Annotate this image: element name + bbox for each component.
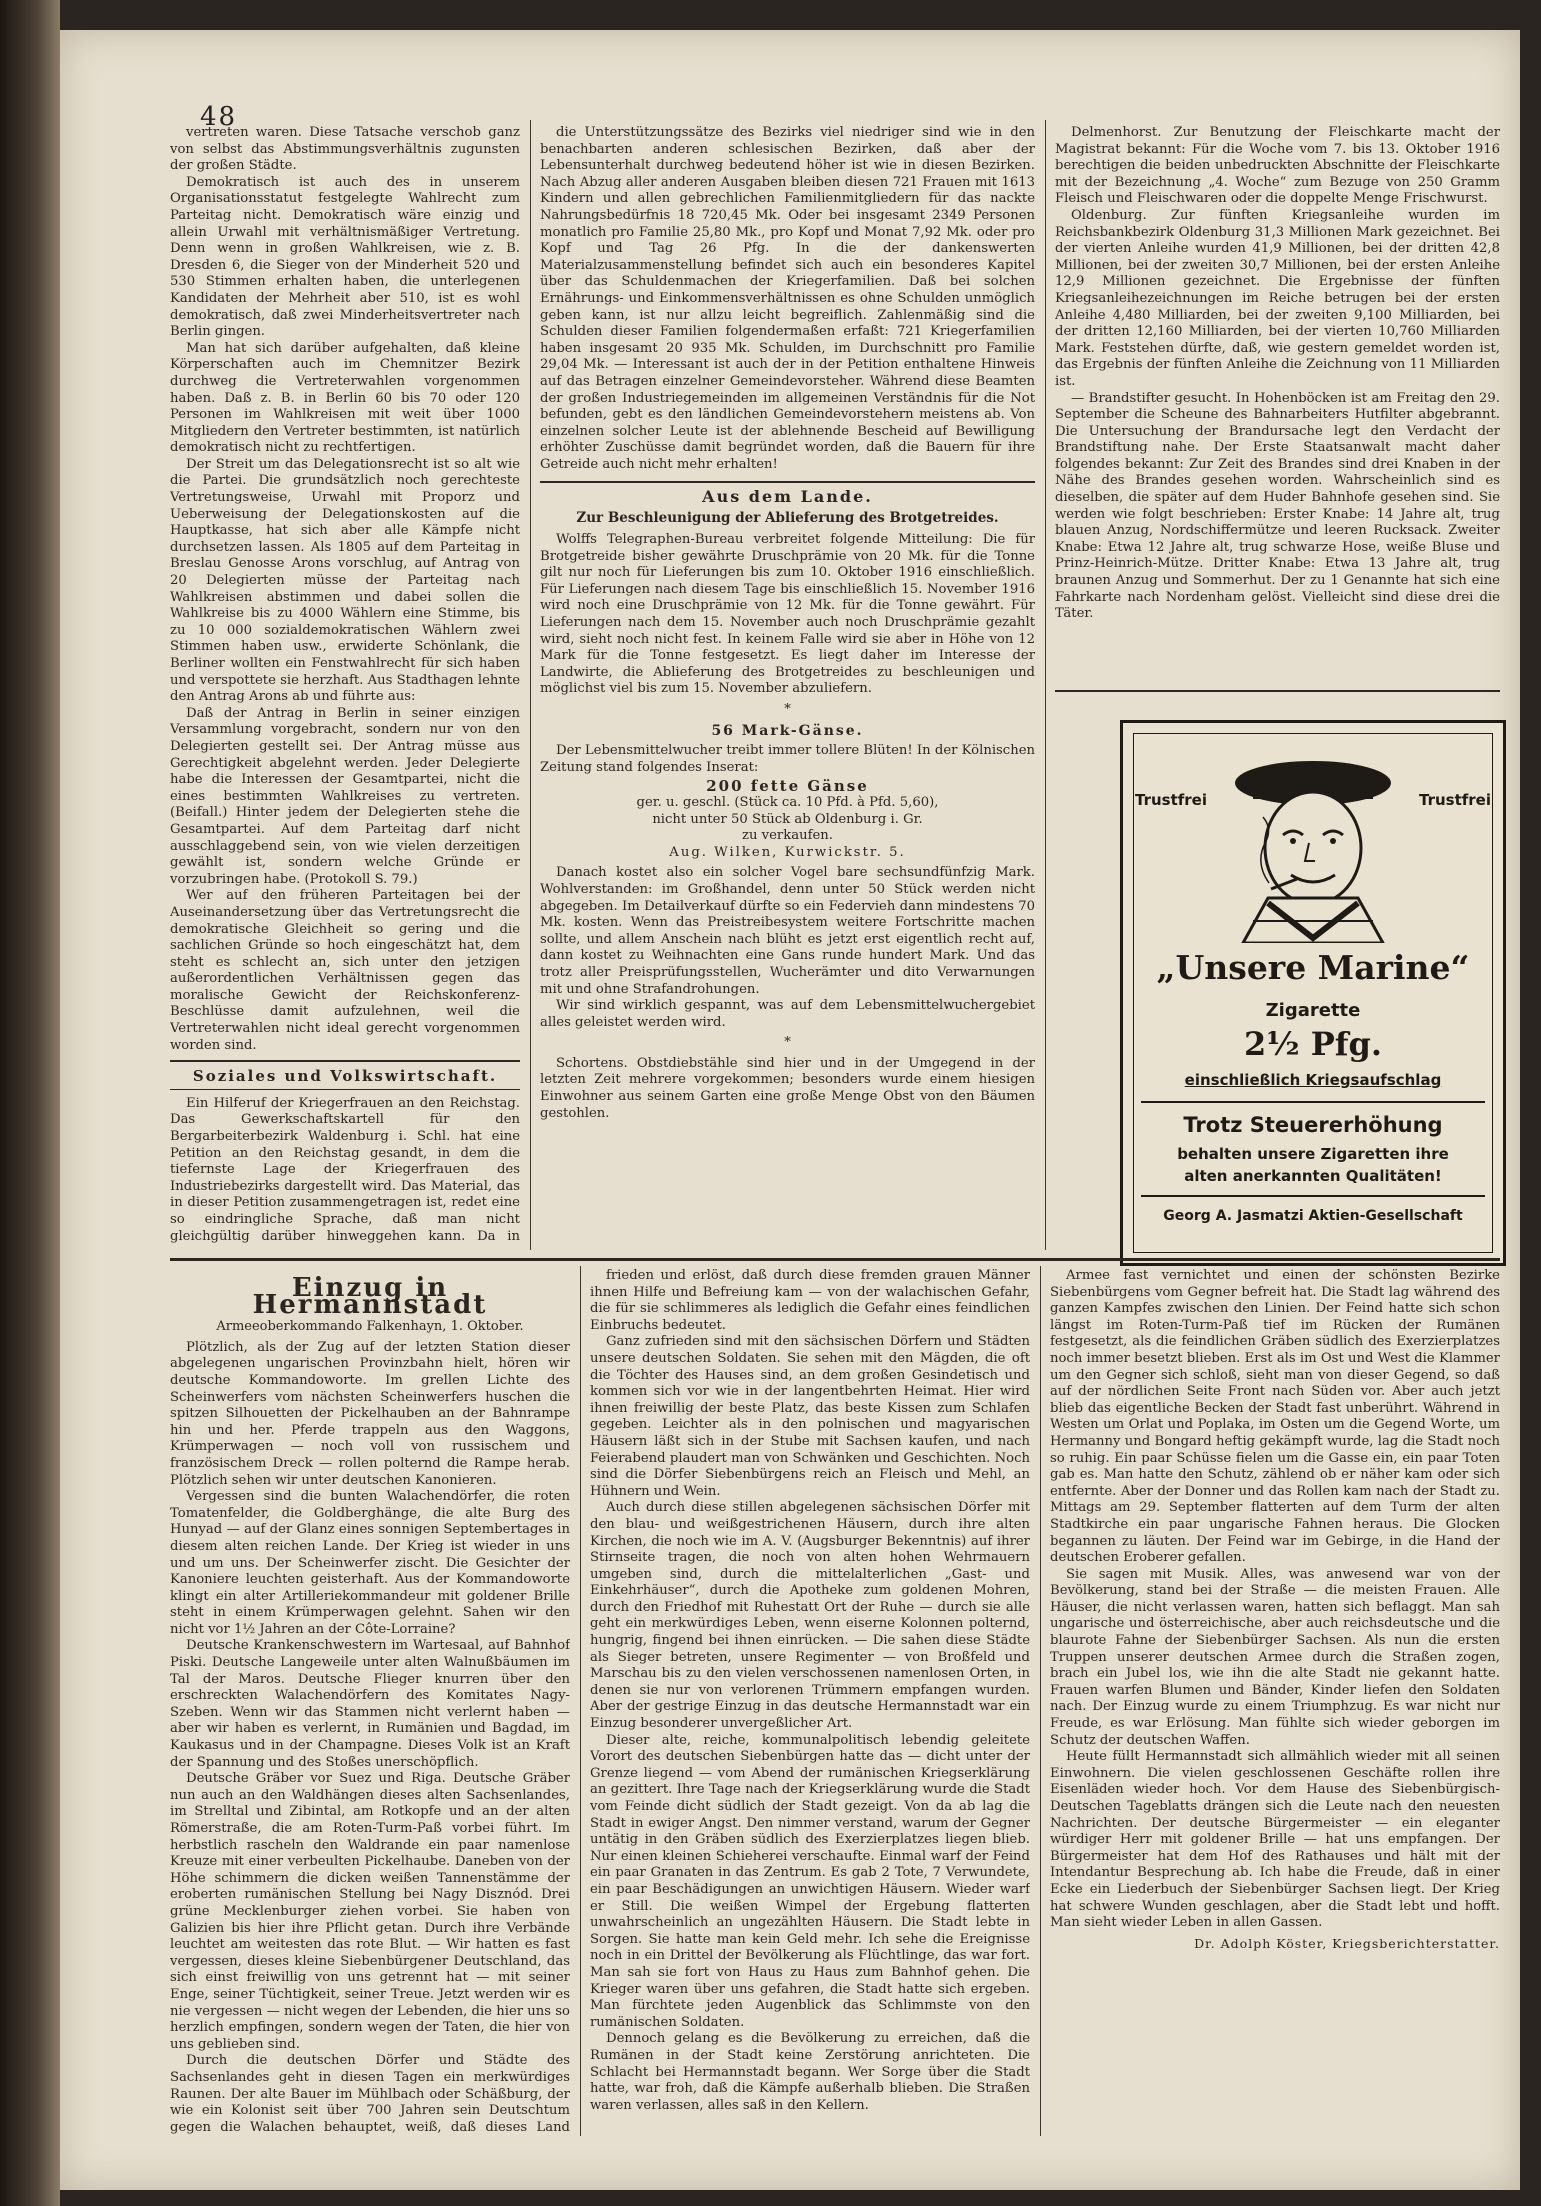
paragraph: Ein Hilferuf der Kriegerfrauen an den Reichstag. Das Gewerkschaftskartell für den Bergarbeiterbezirk Waldenburg i. Schl. hat eine Petition an den Reichstag gesandt, in dem die tiefernste Lage der Kriegerfrauen des Industriebezirks dargestellt wird. Das Material, das in dieser Petition zusammengetragen ist, redet eine so eindringliche Sprache, daß man nicht gleichgültig darüber hinweggehen kann. Da in xyxy=(170,1095,520,1244)
paragraph: vertreten waren. Diese Tatsache verschob ganz von selbst das Abstimmungsverhältnis zugunsten der großen Städte. xyxy=(170,125,520,174)
ad-trustfrei-right: Trustfrei xyxy=(1419,791,1491,809)
page-number: 48 xyxy=(200,102,238,132)
paragraph: Armee fast vernichtet und einen der schönsten Bezirke Siebenbürgens vom Gegner befreit hat. Die Stadt lag während des ganzen Kampfes zwischen den Linien. Der Feind hatte sich schon längst im Roten-Turm-Paß tief im Rücken der Rumänen festgesetzt, als die feindlichen Gräben südlich des Exerzierplatzes noch immer besetzt blieben. Erst als im Ost und West die Klammer um den Gegner sich schloß, sieht man von dieser Gegend, so daß auf der nördlichen Seite Front nach Süden vor. Aber auch jetzt blieb das eigentliche Becken der Stadt fast unberührt. Während in Westen um Orlat und Poplaka, im Osten um die Gegend Worte, um Hermanny und Bongard heftig gekämpft wurde, lag die Stadt noch so ruhig. Ein paar Schüsse fielen um die Gasse ein, ein paar Toten gab es. Man hatte den Schutz, zählend ob er näher kam oder sich entfernte. Aber der Donner und das Rollen kam nach der Stadt zu. Mittags am 29. September flatterten auf dem Turm der alten Stadtkirche ein paar ungarische Fahnen heraus. Die Glocken begannen zu läuten. Der Feind war im Gebirge, in die Hand der deutschen Eroberer gefallen. xyxy=(1050,1268,1500,1566)
column-1 xyxy=(170,125,520,1245)
column-2-text-5 xyxy=(540,1056,1035,1122)
paragraph: Wolffs Telegraphen-Bureau verbreitet folgende Mitteilung: Die für Brotgetreide bisher gewährte Druschprämie von 20 Mk. für die Tonne gilt nur noch für Lieferungen bis zum 10. Oktober 1916 einschließlich. Für Lieferungen nach diesem Tage bis einschließlich 15. November 1916 wird noch eine Druschprämie von 12 Mk. für die Tonne gewährt. Für Lieferungen nach dem 15. November auch noch Druschprämie gezahlt wird, sieht noch nicht fest. In keinem Falle wird sie aber in Höhe von 12 Mark für die Tonne festgesetzt. Es liegt daher im Interesse der Landwirte, die Ablieferung des Brotgetreides zu beschleunigen und möglichst viel bis zum 15. November abzuliefern. xyxy=(540,532,1035,697)
lower-column-2-text xyxy=(590,1268,1030,2114)
ad-firm: Georg A. Jasmatzi Aktien-Gesellschaft xyxy=(1163,1208,1463,1224)
ad-body-line-2: alten anerkannten Qualitäten! xyxy=(1184,1167,1442,1185)
column-3 xyxy=(1055,125,1500,685)
paragraph: die Unterstützungssätze des Bezirks viel niedriger sind wie in den benachbarten anderen schlesischen Bezirken, daß aber der Lebensunterhalt durchweg bedeutend höher ist wie in diesen Bezirken. Nach Abzug aller anderen Ausgaben bleiben diesen 721 Frauen mit 1613 Kindern und allen gebrechlichen Familienmitgliedern für das nackte Nahrungsbedürfnis 18 720,45 Mk. Oder bei insgesamt 2349 Personen monatlich pro Familie 25,80 Mk., pro Kopf und Monat 7,92 Mk. oder pro Kopf und Tag 26 Pfg. In die der dankenswerten Materialzusammenstellung befindet sich auch ein besonderes Kapitel über das Schuldenmachen der Kriegerfamilien. Daß bei solchen Ernährungs- und Einkommensverhältnissen es ohne Schulden unmöglich geben kann, ist nur allzu leicht begreiflich. Zahlenmäßig sind die Schulden dieser Familien folgendermaßen erfaßt: 721 Kriegerfamilien haben insgesamt 20 935 Mk. Schulden, im Durchschnitt pro Familie 29,04 Mk. — Interessant ist auch der in der Petition enthaltene Hinweis auf das Betragen einzelner Gemeindevorsteher. Während diese Beamten der großen Industriegemeinden im allgemeinen Verständnis für die Not befunden, gebt es den ländlichen Gemeindevorstehern meistens ab. Von einzelnen solcher Leute ist der ablehnende Bescheid auf Bewilligung erhöhter Zuschüsse damit begründet worden, daß die Bauern für ihre Getreide auch nicht mehr erhalten! xyxy=(540,125,1035,472)
column-2-text-2 xyxy=(540,532,1035,698)
ad-divider xyxy=(1141,1101,1485,1103)
cigarette-advertisement xyxy=(1120,720,1506,1266)
ad-body-line-1: behalten unsere Zigaretten ihre xyxy=(1177,1145,1449,1163)
article-title-hermannstadt: Einzug in Hermannstadt xyxy=(252,1273,488,1320)
lower-column-1-text xyxy=(170,1340,570,2136)
article-subheading: Zur Beschleunigung der Ablieferung des Brotgetreides. xyxy=(576,510,999,527)
column-rule xyxy=(1040,1266,1041,2136)
section-rule xyxy=(540,481,1035,483)
lower-column-3 xyxy=(1050,1268,1500,2136)
binding-gutter xyxy=(0,0,60,2206)
paragraph: Auch durch diese stillen abgelegenen sächsischen Dörfer mit den blau- und weißgestrichenen Häusern, durch ihre alten Kirchen, die noch wie im A. V. (Augsburger Bekenntnis) auf ihrer Stirnseite tragen, die noch von alten hohen Wehrmauern umgeben sind, durch die mittelalterlichen „Gast- und Einkehrhäuser“, durch die Apotheke zum goldenen Mohren, durch den Friedhof mit Ruhestatt Ort der Ruhe — durch sie alle geht ein merkwürdiges Leben, wenn eiserne Kolonnen polternd, hungrig, fingend bei ihnen einrücken. — Die sahen diese Städte als Sieger betreten, unsere Regimenter — von Broßfeld und Marschau bis zu den vielen verschossenen namenlosen Orten, in denen sie nur von verlorenen Trümmern empfangen wurden. Aber der gestrige Einzug in das deutsche Hermannstadt war ein Einzug besonderer unvergeßlicher Art. xyxy=(590,1500,1030,1732)
lower-column-3-text xyxy=(1050,1268,1500,1932)
ad-tax-note: einschließlich Kriegsaufschlag xyxy=(1184,1071,1442,1089)
paragraph: Man hat sich darüber aufgehalten, daß kleine Körperschaften auch im Chemnitzer Bezirk durchweg die Vertreterwahlen vorgenommen haben. Daß z. B. in Berlin 60 bis 70 oder 120 Personen im Wahlkreisen mit weit über 1000 Mitgliedern den Vertreter bestimmten, ist natürlich demokratisch nicht zu rechtfertigen. xyxy=(170,340,520,456)
inserat-line: 200 fette Gänse xyxy=(706,777,869,796)
paragraph: frieden und erlöst, daß durch diese fremden grauen Männer ihnen Hilfe und Befreiung kam — von der walachischen Gefahr, die für sie schlimmeres als lediglich die Gefahr eines feindlichen Einbruchs bedeutet. xyxy=(590,1268,1030,1333)
paragraph: — Brandstifter gesucht. In Hohenböcken ist am Freitag den 29. September die Scheune des Bahnarbeiters Hutfilter abgebrannt. Die Untersuchung der Brandursache legt den Verdacht der Brandstiftung nahe. Der Erste Staatsanwalt macht daher folgendes bekannt: Zur Zeit des Brandes sind drei Knaben in der Nähe des Brandes gesehen worden. Wahrscheinlich sind es dieselben, die später auf dem Huder Bahnhofe gesehen sind. Sie werden wie folgt beschrieben: Erster Knabe: 14 Jahre alt, trug blauen Anzug, Nordschiffermütze und leeren Rucksack. Zweiter Knabe: Etwa 12 Jahre alt, trug schwarze Hose, weiße Bluse und Prinz-Heinrich-Mütze. Dritter Knabe: Etwa 13 Jahre alt, trug braunen Anzug und Sommerhut. Der zu 1 Genannte hat sich eine Fahrkarte nach Nordenham gelöst. Vielleicht sind diese drei die Täter. xyxy=(1055,390,1500,622)
ad-divider xyxy=(1141,1195,1485,1197)
column-rule xyxy=(1045,120,1046,1250)
paragraph: Danach kostet also ein solcher Vogel bare sechsundfünfzig Mark. Wohlverstanden: im Großhandel, denn unter 50 Stück werden nicht abgegeben. Im Detailverkauf dürfte so ein Federvieh dann mindestens 70 Mk. kosten. Wenn das Preistreibesystem weitere Fortschritte machen sollte, und allem Anschein nach blüht es jetzt erst eigentlich recht auf, dann kostet zu Weihnachten eine Gans runde hundert Mark. Und das trotz aller Preisprüfungsstellen, Wucherämter und dito Verwarnungen mit und ohne Strafandrohungen. xyxy=(540,865,1035,997)
ad-brand: „Unsere Marine“ xyxy=(1156,948,1470,987)
section-heading-soziales: Soziales und Volkswirtschaft. xyxy=(192,1067,498,1086)
paragraph: Plötzlich, als der Zug auf der letzten Station dieser abgelegenen ungarischen Provinzbahn hielt, hören wir deutsche Kommandoworte. Im grellen Lichte des Scheinwerfers vom nächsten Scheinwerfers huschen die spitzen Silhouetten der Pickelhauben an der Bahnrampe hin und her. Pferde trappeln aus den Waggons, Krümperwagen — noch voll von russischem und französischem Dreck — rollen polternd die Rampe herab. Plötzlich sehen wir unter deutschen Kanonieren. xyxy=(170,1339,570,1488)
section-rule xyxy=(170,1060,520,1062)
column-2-text-3 xyxy=(540,743,1035,776)
ad-price: 2½ Pfg. xyxy=(1243,1025,1383,1063)
ad-trustfrei-left: Trustfrei xyxy=(1135,791,1207,809)
lower-column-2 xyxy=(590,1268,1030,2136)
paragraph: Wer auf den früheren Parteitagen bei der Auseinandersetzung über das Vertretungsrecht die demokratische Gleichheit so gering und die sachlichen Gründe so hoch eingeschätzt hat, dem steht es schlecht an, sich unter den jetzigen außerordentlichen Verhältnissen gegen das moralische Gewicht der Reichskonferenz-Beschlüsse damit aufzulehnen, weil die Vertreterwahlen nicht ideal gerecht vorgenommen worden sind. xyxy=(170,888,520,1053)
column-1-text-2 xyxy=(170,1096,520,1245)
newspaper-page xyxy=(60,30,1520,2190)
column-2 xyxy=(540,125,1035,1245)
column-2-text xyxy=(540,125,1035,473)
paragraph: Durch die deutschen Dörfer und Städte des Sachsenlandes geht in diesen Tagen ein merkwürdiges Raunen. Der alte Bauer im Mühlbach oder Schäßburg, der wie ein Kolonist seit über 700 Jahren sein Deutschtum gegen die Walachen behauptet, weiß, daß dieses Land xyxy=(170,2053,570,2135)
article-heading-gaense: 56 Mark-Gänse. xyxy=(711,722,864,739)
paragraph: Daß der Antrag in Berlin in seiner einzigen Versammlung vorgebracht, sondern nur von den Delegierten gestellt sei. Der Antrag müsse aus Gerechtigkeit abgelehnt werden. Jeder Delegierte habe die Interessen der Gesamtpartei, nicht die eines bestimmten Wahlkreises zu vertreten. (Beifall.) Hinter jedem der Delegierten stehe die Gesamtpartei. Auf dem Parteitag darf nicht ausschlaggebend sein, von wie vielen derzeitigen gewählt ist, sondern welche Gründe er vorzubringen habe. (Protokoll S. 79.) xyxy=(170,705,520,887)
column-rule xyxy=(580,1266,581,2136)
article-signature: Dr. Adolph Köster, Kriegsberichterstatter. xyxy=(1194,1935,1500,1951)
paragraph: Der Lebensmittelwucher treibt immer tollere Blüten! In der Kölnischen Zeitung stand folgendes Inserat: xyxy=(540,743,1035,775)
column-1-text xyxy=(170,125,520,1054)
ad-product: Zigarette xyxy=(1265,1000,1361,1021)
ad-headline: Trotz Steuererhöhung xyxy=(1183,1113,1443,1137)
ad-body xyxy=(1123,1143,1503,1187)
section-rule xyxy=(170,1089,520,1090)
paragraph: Ganz zufrieden sind mit den sächsischen Dörfern und Städten unsere deutschen Soldaten. Sie sehen mit den Mägden, die oft die Töchter des Hauses sind, an dem großen Gesindetisch und kommen sich vor wie in der langentbehrten Heimat. Hier wird ihnen freiwillig der beste Platz, das beste Kissen zum Schlafen gegeben. Leichter als in den polnischen und magyarischen Häusern läßt sich in der Stube mit Sachsen kaufen, und nach Feierabend plaudert man von Schwänken und Geschichten. Noch sind die Dörfer Siebenbürgens reich an Fleisch und Mehl, an Hühnern und Wein. xyxy=(590,1334,1030,1499)
paragraph: Wir sind wirklich gespannt, was auf dem Lebensmittelwuchergebiet alles geleistet werden wird. xyxy=(540,998,1035,1030)
paragraph: Heute füllt Hermannstadt sich allmählich wieder mit all seinen Einwohnern. Die vielen geschlossenen Geschäfte rollen ihre Eisenläden wieder hoch. Vor dem Hause des Siebenbürgisch-Deutschen Tageblatts drängen sich die Leute nach den neuesten Nachrichten. Der deutsche Bürgermeister — ein eleganter würdiger Herr mit goldener Brille — hat uns empfangen. Der Bürgermeister hat dem Hof des Rathauses und hält mit der Intendantur Besprechung ab. Ich habe die Freude, daß in einer Ecke ein Liederbuch der Siebenbürger Sachsen liegt. Der Krieg hat schwere Wunden geschlagen, aber die Stadt lebt und hofft. Man sieht wieder Leben in allen Gassen. xyxy=(1050,1749,1500,1931)
paragraph: Deutsche Gräber vor Suez und Riga. Deutsche Gräber nun auch an den Waldhängen dieses alten Sachsenlandes, im Strelltal und Zibintal, am Rotkopfe und an der alten Römerstraße, die am Roten-Turm-Paß vorbei führt. Im herbstlich rascheln den Waldrande ein paar namenlose Kreuze mit einer verbeulten Pickelhaube. Daneben von der Höhe schimmern die dicken weißen Tannenstämme der eroberten rumänischen Stellung bei Nagy Disznód. Drei grüne Mecklenburger ziehen vorbei. Sie haben von Galizien bis hier ihre Pflicht getan. Durch ihre Verbände leuchtet am weitesten das rote Blut. — Wir hatten es fast vergessen, dieses kleine Siebenbürgener Deutschland, das sich einst freiwillig von uns getrennt hat — mit seiner Enge, seiner Tüchtigkeit, seiner Treue. Jetzt werden wir es nie vergessen — nicht wegen der Lebenden, die hier uns so herzlich empfingen, sondern wegen der Taten, die hier von uns geblieben sind. xyxy=(170,1771,570,2052)
section-heading-aus-dem-lande: Aus dem Lande. xyxy=(702,487,873,507)
column-3-text xyxy=(1055,125,1500,623)
newspaper-inserat xyxy=(540,778,1035,861)
paragraph: Deutsche Krankenschwestern im Wartesaal, auf Bahnhof Piski. Deutsche Langeweile unter alten Walnußbäumen im Tal der Maros. Deutsche Flieger knurren über den erschreckten Walachendörfern des Komitates Nagy-Szeben. Wenn wir das Stammen nicht verlernt haben — aber wir haben es verlernt, in Rumänien und Bagdad, im Kaukasus und in der Champagne. Dieses Volk ist an Kraft der Spannung und des Stoßes unerschöpflich. xyxy=(170,1638,570,1770)
separator-star: * xyxy=(784,702,791,717)
inserat-line: zu verkaufen. xyxy=(742,828,833,844)
column-2-text-4 xyxy=(540,865,1035,1031)
separator-star: * xyxy=(784,1035,791,1051)
section-rule xyxy=(1055,690,1500,692)
paragraph: Vergessen sind die bunten Walachendörfer, die roten Tomatenfelder, die Goldberghänge, die alte Burg des Hunyad — auf der Glanz eines sonnigen Septembertages in diesem alten reichen Lande. Der Krieg ist wieder in uns und um uns. Der Scheinwerfer zischt. Die Gesichter der Kanoniere leuchten geisterhaft. Aus der Kommandoworte klingt ein alter Artilleriekommandeur mit goldener Brille steht in einem Krümperwagen gelehnt. Sahen wir den nicht vor 1½ Jahren an der Côte-Lorraine? xyxy=(170,1489,570,1637)
page-divider xyxy=(170,1258,1500,1261)
inserat-line: ger. u. geschl. (Stück ca. 10 Pfd. à Pfd. 5,60), xyxy=(636,794,939,810)
inserat-line: nicht unter 50 Stück ab Oldenburg i. Gr. xyxy=(652,811,923,827)
paragraph: Dieser alte, reiche, kommunalpolitisch lebendig geleitete Vorort des deutschen Siebenbürgen hatte das — dicht unter der Grenze liegend — vom Abend der rumänischen Kriegserklärung an gezittert. Ihre Tage nach der Kriegserklärung wurde die Stadt vom Feinde dicht südlich der Stadt gezeigt. Von da ab lag die Stadt in ewiger Angst. Den nimmer verstand, warum der Gegner untätig in den Gräben südlich des Exerzierplatzes liegen blieb. Nur einen kleinen Schieherei verschaufte. Einmal warf der Feind ein paar Granaten in das Zentrum. Es gab 2 Tote, 7 Verwundete, ein paar Beschädigungen an unwichtigen Häusern. Wieder warf er Still. Die weißen Wimpel der Ergebung flatterten unwahrscheinlich an ungezählten Häusern. Die Stadt lebte in Sorgen. Sie hatte man kein Geld mehr. Ich sehe die Ereignisse noch in ein Drittel der Bevölkerung als Flüchtlinge, das war fort. Man sah sie fort von Haus zu Haus zum Bahnhof gehen. Die Krieger waren über uns gefahren, die Stadt hatte sich ergeben. Man fürchtete jeden Augenblick das Schlimmste von den rumänischen Soldaten. xyxy=(590,1732,1030,2030)
paragraph: Oldenburg. Zur fünften Kriegsanleihe wurden im Reichsbankbezirk Oldenburg 31,3 Millionen Mark gezeichnet. Bei der vierten Anleihe wurden 41,9 Millionen, bei der dritten 42,8 Millionen, bei der zweiten 30,7 Millionen, bei der ersten Anleihe 12,9 Millionen gezeichnet. Die Ergebnisse der fünften Kriegsanleihezeichnungen im Reiche betrugen bei der ersten Anleihe 4,480 Milliarden, bei der zweiten 9,100 Milliarden, bei der dritten 12,160 Milliarden, bei der vierten 10,760 Milliarden Mark. Feststehen dürfte, daß, wie gestern gemeldet worden ist, das Ergebnis der fünften Anleihe die Zeichnung von 11 Milliarden ist. xyxy=(1055,207,1500,389)
article-dateline: Armeeoberkommando Falkenhayn, 1. Oktober. xyxy=(216,1319,524,1335)
paragraph: Sie sagen mit Musik. Alles, was anwesend war von der Bevölkerung, stand bei der Straße — die meisten Frauen. Alle Häuser, die nicht verlassen waren, hatten sich beflaggt. Man sah ungarische und österreichische, aber auch reichsdeutsche und die blaurote Fahne der Siebenbürger Sachsen. Als nun die ersten Truppen unserer deutschen Armee durch die Straßen zogen, brach ein Jubel los, wie ihn die alte Stadt nie gekannt hatte. Frauen warfen Blumen und Bänder, Kinder liefen den Soldaten nach. Der Einzug wurde zu einem Triumphzug. Es war nicht nur Freude, es war Erlösung. Man fühlte sich wieder geborgen im Schutz der deutschen Waffen. xyxy=(1050,1566,1500,1748)
paragraph: Dennoch gelang es die Bevölkerung zu erreichen, daß die Rumänen in der Stadt keine Zerstörung anrichteten. Die Schlacht bei Hermannstadt begann. Wer Sorge über die Stadt hatte, war froh, daß die Kämpfe außerhalb blieben. Die Straßen waren verlassen, alles saß in den Kellern. xyxy=(590,2031,1030,2113)
paragraph: Der Streit um das Delegationsrecht ist so alt wie die Partei. Die grundsätzlich noch gerechteste Vertretungsweise, Urwahl mit Proporz und Ueberweisung der Delegationskosten auf die Hauptkasse, hat sich aber alle Kämpfe nicht durchsetzen lassen. Als 1805 auf dem Parteitag in Breslau Genosse Arons vorschlug, auf Antrag von 20 Delegierten müsse der Parteitag nach Wahlkreisen abstimmen und dabei sollen die Wahlkreise bis zu 4000 Wählern eine Stimme, bis zu 10 000 sozialdemokratischen Wählern zwei Stimmen haben usw., erwiderte Schönlank, die Berliner wollten ein Fenstwahlrecht für sich haben und verspottete sie herzhaft. Aus Stadthagen lehnte den Antrag Arons ab und führte aus: xyxy=(170,456,520,705)
paragraph: Demokratisch ist auch des in unserem Organisationsstatut festgelegte Wahlrecht zum Parteitag nicht. Demokratisch wäre einzig und allein Urwahl mit verhältnismäßiger Vertretung. Denn wenn in großen Wahlkreisen, wie z. B. Dresden 6, die Sieger von der Minderheit 520 und 530 Stimmen erhalten haben, die unterlegenen Kandidaten der Mehrheit aber 510, ist es wohl demokratisch, daß zwei Minderheitsvertreter nach Berlin gingen. xyxy=(170,174,520,340)
lower-column-1 xyxy=(170,1266,570,2136)
paragraph: Schortens. Obstdiebstähle sind hier und in der Umgegend in der letzten Zeit mehrere vorgekommen; besonders wurde einem hiesigen Einwohner aus seinem Garten eine große Menge Obst von den Bäumen gestohlen. xyxy=(540,1055,1035,1121)
paragraph: Delmenhorst. Zur Benutzung der Fleischkarte macht der Magistrat bekannt: Für die Woche vom 7. bis 13. Oktober 1916 berechtigen die beiden unbedruckten Abschnitte der Fleischkarte mit der Bezeichnung „4. Woche“ zum Bezuge von 250 Gramm Fleisch und Fleischwaren oder die doppelte Menge Frischwurst. xyxy=(1055,125,1500,207)
column-rule xyxy=(530,120,531,1250)
sailor-illustration xyxy=(1213,743,1413,943)
inserat-line: Aug. Wilken, Kurwickstr. 5. xyxy=(669,844,906,860)
